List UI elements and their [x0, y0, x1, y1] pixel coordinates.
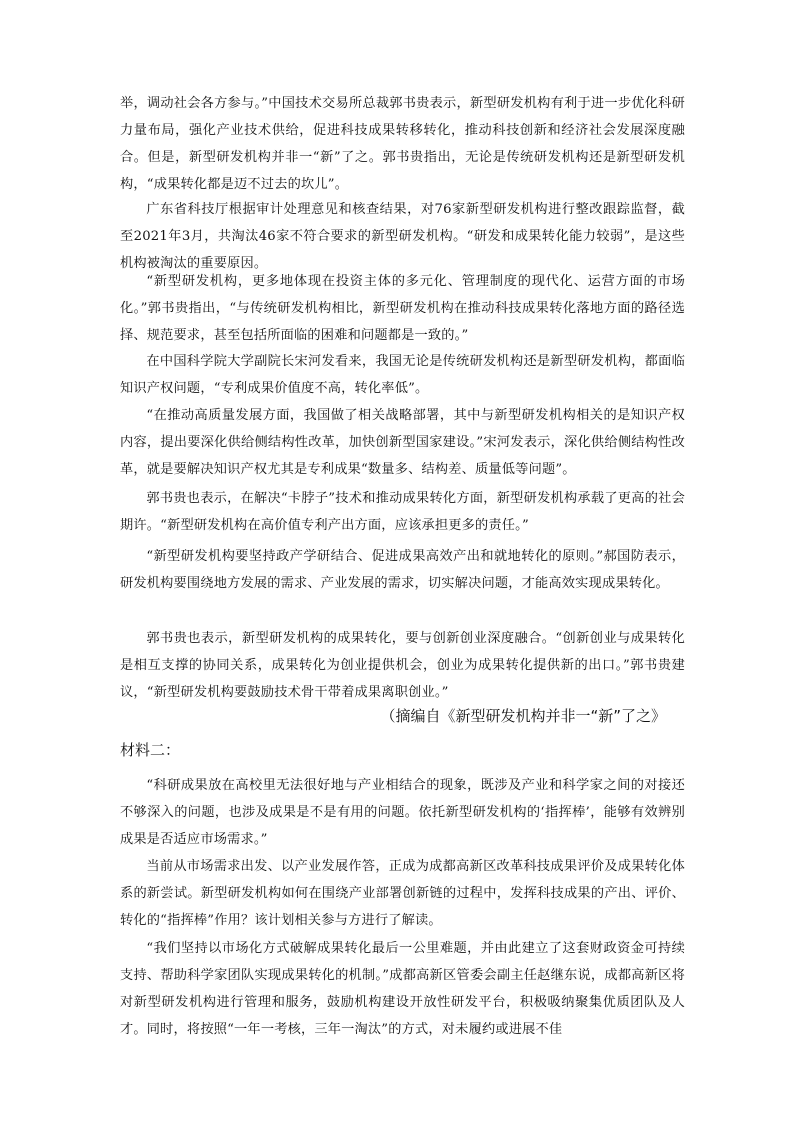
paragraph-2: 广东省科技厅根据审计处理意见和核查结果，对76家新型研发机构进行整改跟踪监督，截至2021年3月，共淘汰46家不符合要求的新型研发机构。“研发和成果转化能力较弱”，是这些机构被淘汰的重要原因。: [120, 202, 685, 271]
paragraph-7: “新型研发机构要坚持政产学研结合、促进成果高效产出和就地转化的原则。”郝国防表示，研发机构要围绕地方发展的需求、产业发展的需求，切实解决问题，才能高效实现成果转化。: [120, 549, 685, 591]
paragraph-3: “新型研发机构，更多地体现在投资主体的多元化、管理制度的现代化、运营方面的市场化。”郭书贵指出，“与传统研发机构相比，新型研发机构在推动科技成果转化落地方面的路径选择、规范要求，甚至包括所面临的困难和问题都是一致的。”: [120, 274, 685, 343]
paragraph-9: “科研成果放在高校里无法很好地与产业相结合的现象，既涉及产业和科学家之间的对接还不够深入的问题，也涉及成果是不是有用的问题。依托新型研发机构的‘指挥棒’，能够有效辨别成果是否适应市场需求。”: [120, 778, 685, 847]
paragraph-8: 郭书贵也表示，新型研发机构的成果转化，要与创新创业深度融合。“创新创业与成果转化是相互支撑的协同关系，成果转化为创业提供机会，创业为成果转化提供新的出口。”郭书贵建议，“新型研发机构要鼓励技术骨干带着成果离职创业。”: [120, 631, 685, 700]
paragraph-11: “我们坚持以市场化方式破解成果转化最后一公里难题，并由此建立了这套财政资金可持续支持、帮助科学家团队实现成果转化的机制。”成都高新区管委会副主任赵继东说，成都高新区将对新型研发机构进行管理和服务，鼓励机构建设开放性研发平台，积极吸纳聚集优质团队及人才。同时，将按照“一年一考核，三年一淘汰”的方式，对未履约或进展不佳: [120, 941, 685, 1037]
paragraph-10: 当前从市场需求出发、以产业发展作答，正成为成都高新区改革科技成果评价及成果转化体系的新尝试。新型研发机构如何在围绕产业部署创新链的过程中，发挥科技成果的产出、评价、转化的“指挥棒”作用？该计划相关参与方进行了解读。: [120, 859, 685, 928]
paragraph-5: “在推动高质量发展方面，我国做了相关战略部署，其中与新型研发机构相关的是知识产权内容，提出要深化供给侧结构性改革，加快创新型国家建设。”宋河发表示，深化供给侧结构性改革，就是要解决知识产权尤其是专利成果“数量多、结构差、质量低等问题”。: [120, 408, 685, 477]
paragraph-1: 举，调动社会各方参与。”中国技术交易所总裁郭书贵表示，新型研发机构有利于进一步优化科研力量布局，强化产业技术供给，促进科技成果转移转化，推动科技创新和经济社会发展深度融合。但是，新型研发机构并非一“新”了之。郭书贵指出，无论是传统研发机构还是新型研发机构，“成果转化都是迈不过去的坎儿”。: [120, 96, 685, 192]
paragraph-4: 在中国科学院大学副院长宋河发看来，我国无论是传统研发机构还是新型研发机构，都面临知识产权问题，“专利成果价值度不高，转化率低”。: [120, 354, 685, 396]
paragraph-6: 郭书贵也表示，在解决“卡脖子”技术和推动成果转化方面，新型研发机构承载了更高的社会期许。“新型研发机构在高价值专利产出方面，应该承担更多的责任。”: [120, 491, 685, 533]
material-two-heading: 材料二：: [120, 741, 181, 759]
source-citation: （摘编自《新型研发机构并非一“新”了之》: [380, 707, 666, 725]
